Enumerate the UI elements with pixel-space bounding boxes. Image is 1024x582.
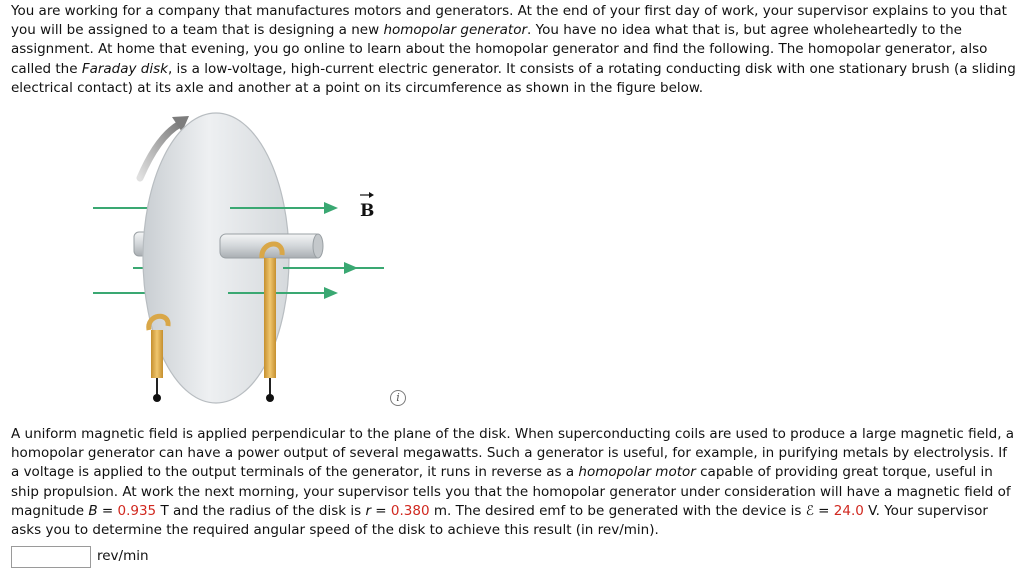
answer-unit: rev/min: [97, 547, 149, 564]
axle-end: [313, 234, 323, 258]
problem-text: m. The desired emf to be generated with the device is: [429, 502, 806, 519]
term-homopolar-generator: homopolar generator: [383, 22, 528, 39]
info-icon[interactable]: i: [390, 390, 406, 406]
field-label: B: [360, 201, 375, 221]
intro-text: You are working for a company that manufactures motors and generators. At the end of your first day of work, your supervisor explains to you that you will be assigned to a team that is designing a new: [11, 3, 1007, 39]
problem-text: capable of providing great torque, useful in ship propulsion. At work the next morning, your supervisor tells you that the homopolar generator under consideration will have a magnetic field of magnitude: [11, 464, 1011, 519]
problem-paragraph: [11, 425, 1019, 540]
terminal-rim: [153, 394, 161, 402]
symbol-emf: ℰ: [805, 502, 814, 519]
vector-arrowhead: [369, 192, 374, 198]
problem-text: A uniform magnetic field is applied perpendicular to the plane of the disk. When superconducting coils are used to produce a large magnetic field, a homopolar generator can have a power output of several megawatts. Such a generator is useful, for example, in purifying metals by electrolysis. If a voltage is applied to the output terminals of the generator, it runs in reverse as a: [11, 426, 1015, 481]
problem-text: =: [813, 502, 834, 519]
problem-text: =: [371, 502, 391, 519]
axle-brush: [264, 258, 276, 378]
intro-text: , is a low-voltage, high-current electric generator. It consists of a rotating conducting disk with one stationary brush (a sliding electrical contact) at its axle and another at a point on its circumference as shown in the figure below.: [11, 60, 1016, 96]
value-r: 0.380: [390, 502, 430, 519]
term-faraday-disk: Faraday disk: [81, 60, 168, 77]
intro-text: . You have no idea what that is, but agree wholeheartedly to the assignment. At home that evening, you go online to learn about the homopolar generator and find the following. The homopolar generator, also called the: [11, 22, 988, 77]
answer-row: [11, 544, 149, 569]
symbol-B: B: [88, 502, 98, 519]
field-arrowhead: [324, 202, 338, 214]
value-emf: 24.0: [833, 502, 864, 519]
intro-paragraph: [11, 2, 1019, 98]
rim-brush: [151, 330, 163, 378]
field-arrowhead: [324, 287, 338, 299]
problem-text: T and the radius of the disk is: [156, 502, 366, 519]
term-homopolar-motor: homopolar motor: [578, 464, 696, 481]
problem-text: V. Your supervisor asks you to determine the required angular speed of the disk to achieve this result (in rev/min).: [11, 502, 988, 539]
answer-input[interactable]: [11, 546, 91, 568]
symbol-r: r: [365, 502, 371, 519]
terminal-axle: [266, 394, 274, 402]
problem-text: =: [97, 502, 118, 519]
faraday-disk-figure: [88, 108, 388, 413]
value-B: 0.935: [117, 502, 157, 519]
